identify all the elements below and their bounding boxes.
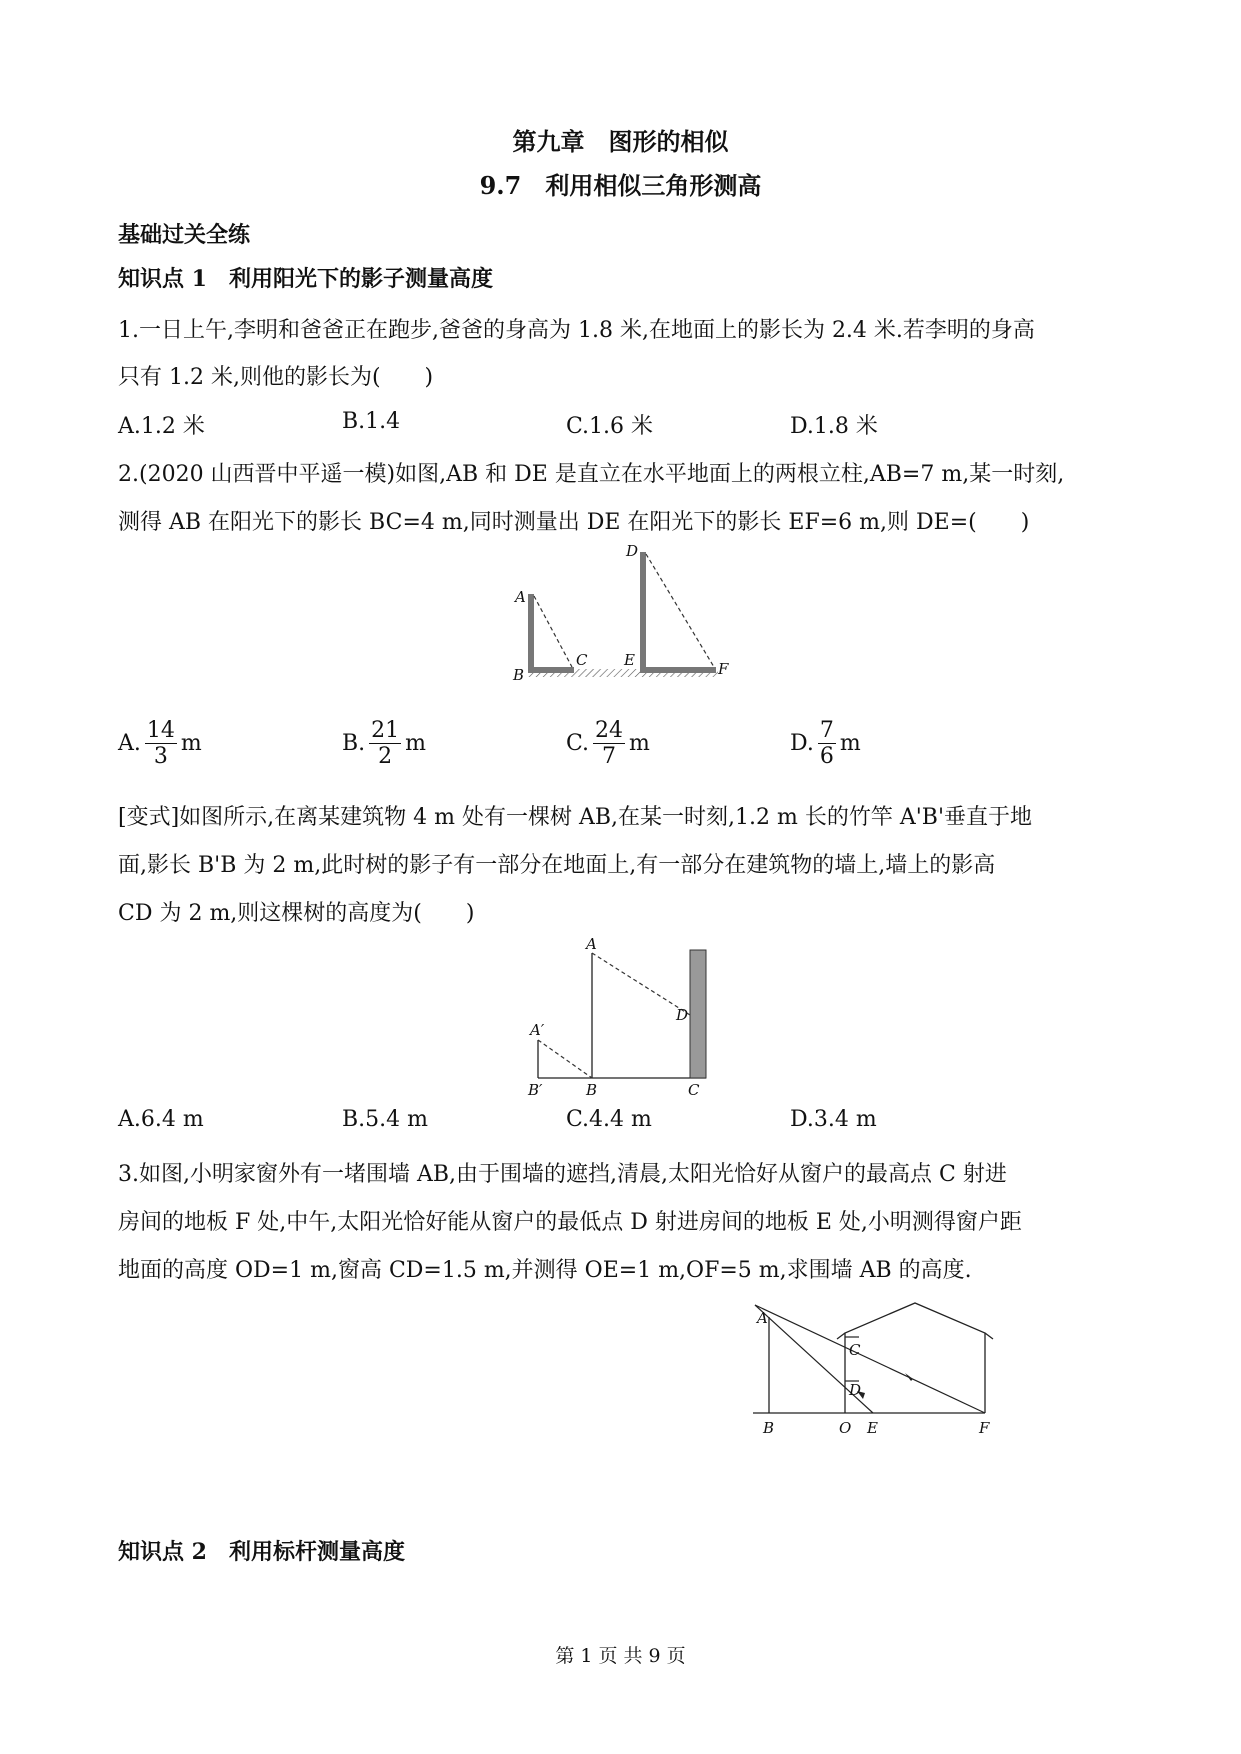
q3-line-3: 地面的高度 OD=1 m,窗高 CD=1.5 m,并测得 OE=1 m,OF=5 m,求围墙 AB 的高度. (118, 1258, 972, 1283)
fraction (369, 718, 401, 770)
label-b-prime: B′ (528, 1081, 543, 1099)
variant-figure (518, 935, 728, 1100)
q1-line-2: 只有 1.2 米,则他的影长为( ) (118, 365, 434, 390)
q2-option-b (342, 718, 426, 770)
label-a-prime: A′ (530, 1021, 545, 1039)
label-c: C (688, 1081, 700, 1099)
option-unit: m (839, 731, 861, 757)
q2-option-a (118, 718, 202, 770)
q1-option-b: B.1.4 (342, 409, 401, 434)
pole-ab (528, 594, 534, 673)
label-d: D (626, 542, 639, 560)
denominator: 6 (819, 744, 834, 770)
option-unit: m (405, 731, 427, 757)
q1-line-1: 1.一日上午,李明和爸爸正在跑步,爸爸的身高为 1.8 米,在地面上的影长为 2.4 米.若李明的身高 (118, 318, 1035, 343)
q2-line-2: 测得 AB 在阳光下的影长 BC=4 m,同时测量出 DE 在阳光下的影长 EF=6 m,则 DE=( ) (118, 510, 1030, 535)
option-prefix: C. (566, 731, 590, 757)
sun-ray-ac (534, 596, 572, 667)
fraction (145, 718, 177, 770)
label-f: F (718, 660, 729, 678)
variant-line-2: 面,影长 B'B 为 2 m,此时树的影子有一部分在地面上,有一部分在建筑物的墙上,墙上的影高 (118, 853, 996, 878)
variant-option-b: B.5.4 m (342, 1107, 429, 1132)
label-c: C (849, 1341, 861, 1359)
morning-ray-acf (755, 1305, 985, 1413)
knowledge-point-2-title: 知识点 2 利用标杆测量高度 (118, 1539, 405, 1565)
label-e: E (867, 1419, 878, 1437)
label-b: B (513, 666, 525, 684)
label-d: D (676, 1006, 689, 1024)
numerator: 21 (371, 718, 400, 743)
variant-option-a: A.6.4 m (118, 1107, 204, 1132)
roof-eave-left (837, 1333, 845, 1339)
pole-de (640, 552, 646, 673)
arrow-icon (905, 1373, 913, 1381)
sun-ray-a-prime-b (538, 1040, 592, 1078)
numerator: 24 (595, 718, 624, 743)
variant-line-1: [变式]如图所示,在离某建筑物 4 m 处有一棵树 AB,在某一时刻,1.2 m 长的竹竿 A'B'垂直于地 (118, 805, 1033, 830)
label-e: E (624, 651, 635, 669)
numerator: 14 (146, 718, 175, 743)
fraction (818, 718, 836, 770)
variant-option-d: D.3.4 m (790, 1107, 877, 1132)
label-c: C (576, 651, 588, 669)
option-prefix: A. (118, 731, 141, 757)
label-a: A (515, 588, 526, 606)
label-f: F (979, 1419, 990, 1437)
denominator: 2 (378, 744, 393, 770)
q2-option-d (790, 718, 861, 770)
variant-line-3: CD 为 2 m,则这棵树的高度为( ) (118, 901, 475, 926)
label-a: A (586, 935, 597, 953)
option-prefix: D. (790, 731, 814, 757)
sun-ray-df (646, 554, 714, 667)
variant-option-c: C.4.4 m (566, 1107, 652, 1132)
house-outline (845, 1303, 985, 1413)
denominator: 7 (602, 744, 617, 770)
section-title: 9.7 利用相似三角形测高 (479, 171, 762, 200)
q1-option-d: D.1.8 米 (790, 414, 878, 439)
label-o: O (839, 1419, 852, 1437)
q1-option-c: C.1.6 米 (566, 414, 654, 439)
option-unit: m (180, 731, 202, 757)
denominator: 3 (153, 744, 168, 770)
q3-figure (745, 1295, 1005, 1445)
label-a: A (757, 1309, 768, 1327)
numerator: 7 (819, 718, 834, 743)
knowledge-point-1-title: 知识点 1 利用阳光下的影子测量高度 (118, 266, 493, 292)
label-b: B (763, 1419, 775, 1437)
roof-eave-right (985, 1333, 993, 1339)
q1-option-a: A.1.2 米 (118, 414, 205, 439)
label-d: D (849, 1381, 862, 1399)
option-prefix: B. (342, 731, 366, 757)
q3-line-2: 房间的地板 F 处,中午,太阳光恰好能从窗户的最低点 D 射进房间的地板 E 处,小明测得窗户距 (118, 1210, 1022, 1235)
q2-option-c (566, 718, 650, 770)
shadow-ef (640, 667, 716, 673)
label-b: B (586, 1081, 598, 1099)
practice-heading: 基础过关全练 (118, 222, 251, 248)
q2-figure (510, 540, 740, 690)
fraction (593, 718, 625, 770)
q2-line-1: 2.(2020 山西晋中平遥一模)如图,AB 和 DE 是直立在水平地面上的两根立柱,AB=7 m,某一时刻, (118, 462, 1065, 487)
shadow-bc (528, 667, 574, 673)
chapter-title: 第九章 图形的相似 (512, 127, 729, 156)
page-footer: 第 1 页 共 9 页 (555, 1645, 686, 1667)
wall (690, 950, 706, 1078)
option-unit: m (629, 731, 650, 757)
q3-line-1: 3.如图,小明家窗外有一堵围墙 AB,由于围墙的遮挡,清晨,太阳光恰好从窗户的最高点 C 射进 (118, 1162, 1007, 1187)
